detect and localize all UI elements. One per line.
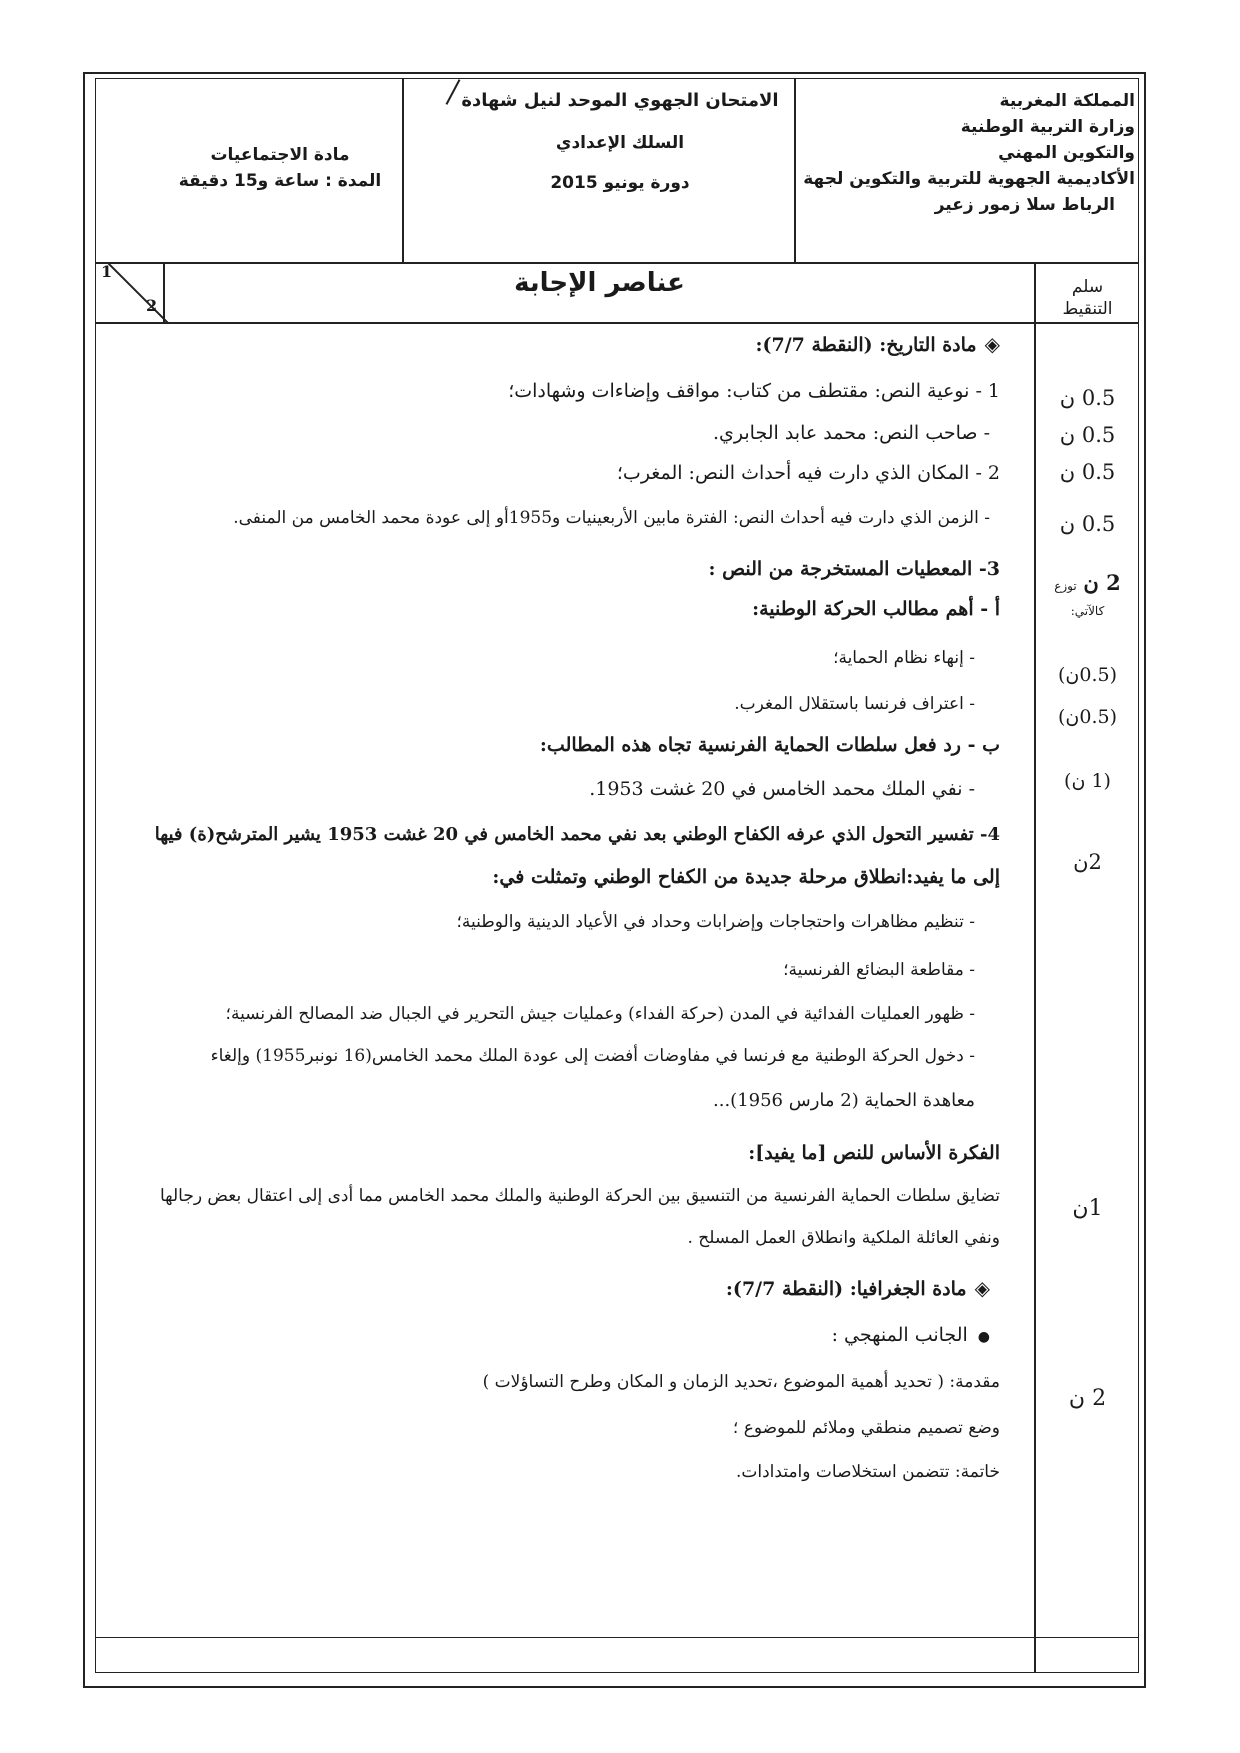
history-q1a: 1 - نوعية النص: مقتطف من كتاب: مواقف وإضاءات وشهادات؛	[508, 380, 1000, 402]
history-q4-line-1: 4- تفسير التحول الذي عرفه الكفاح الوطني بعد نفي محمد الخامس في 20 غشت 1953 يشير المترشح(ة) فيها	[154, 824, 1000, 845]
history-q1b: - صاحب النص: محمد عابد الجابري.	[712, 422, 990, 444]
history-heading-text: مادة التاريخ: (النقطة 7/7):	[755, 334, 977, 356]
history-q3a: أ - أهم مطالب الحركة الوطنية:	[752, 598, 1000, 620]
title-row-bottom-rule	[95, 322, 1139, 324]
score-q2b: 0.5 ن	[1059, 512, 1116, 536]
history-heading	[120, 332, 1000, 356]
subject-name: مادة الاجتماعيات	[210, 145, 350, 165]
history-q4-item-4b: معاهدة الحماية (2 مارس 1956)...	[713, 1090, 975, 1111]
page-index-total: 2	[146, 296, 158, 315]
method-title-text: الجانب المنهجي :	[831, 1324, 968, 1346]
score-q3-note-2: كالآتي:	[1070, 604, 1105, 618]
exam-duration: المدة : ساعة و15 دقيقة	[178, 171, 382, 191]
dot-bullet-icon: ●	[977, 1329, 990, 1345]
score-q3-value: 2 ن	[1083, 570, 1121, 595]
main-idea-line-2: ونفي العائلة الملكية وانطلاق العمل المسلح .	[687, 1228, 1000, 1248]
answers-title: عناصر الإجابة	[514, 268, 685, 298]
ministry-line-2: وزارة التربية الوطنية	[960, 117, 1135, 137]
history-q4-line-2: إلى ما يفيد:انطلاق مرحلة جديدة من الكفاح الوطني وتمثلت في:	[492, 866, 1000, 888]
ministry-block	[805, 88, 1135, 218]
header-divider-1	[402, 78, 404, 263]
exam-session: دورة يونيو 2015	[550, 173, 690, 193]
exam-level: السلك الإعدادي	[555, 133, 685, 153]
geography-conclusion: خاتمة: تتضمن استخلاصات وامتدادات.	[735, 1462, 1000, 1482]
header-divider-2	[794, 78, 796, 263]
diamond-bullet-icon: ◈	[984, 332, 1000, 356]
header-bottom-rule	[95, 262, 1139, 264]
score-q3	[1036, 570, 1139, 595]
history-q3a-item-1: - إنهاء نظام الحماية؛	[833, 648, 975, 668]
answers-bottom-rule	[95, 1637, 1139, 1638]
history-q4-item-4a: - دخول الحركة الوطنية مع فرنسا في مفاوضات أفضت إلى عودة الملك محمد الخامس(16 نونبر1955) وإلغاء	[210, 1046, 975, 1066]
score-q3b-item-1: (1 ن)	[1064, 770, 1111, 792]
score-q1b: 0.5 ن	[1059, 423, 1116, 447]
page-index-current: 1	[101, 262, 113, 281]
ministry-line-1: المملكة المغربية	[999, 91, 1135, 111]
history-q2b: - الزمن الذي دارت فيه أحداث النص: الفترة مابين الأربعينيات و1955أو إلى عودة محمد الخامس من المنفى.	[233, 508, 990, 528]
ministry-line-4: الأكاديمية الجهوية للتربية والتكوين لجهة	[803, 169, 1135, 189]
diamond-bullet-icon: ◈	[974, 1276, 990, 1300]
exam-info-block	[450, 88, 790, 196]
scale-header-line-1: سلم	[1071, 277, 1104, 297]
history-q4-item-1: - تنظيم مظاهرات واحتجاجات وإضرابات وحداد في الأعياد الدينية والوطنية؛	[456, 912, 975, 932]
scale-header	[1036, 276, 1139, 320]
ministry-line-3: والتكوين المهني	[998, 143, 1135, 163]
score-geography-method: 2 ن	[1068, 1386, 1107, 1411]
geography-intro: مقدمة: ( تحديد أهمية الموضوع ،تحديد الزمان و المكان وطرح التساؤلات )	[482, 1372, 1000, 1392]
exam-title: الامتحان الجهوي الموحد لنيل شهادة	[461, 90, 779, 111]
history-q3b-item-1: - نفي الملك محمد الخامس في 20 غشت 1953.	[589, 778, 975, 800]
ministry-line-5: الرباط سلا زمور زعير	[934, 195, 1115, 215]
score-q1a: 0.5 ن	[1059, 386, 1116, 410]
score-main-idea: 1ن	[1072, 1196, 1103, 1221]
subject-block	[175, 142, 385, 194]
method-title	[110, 1324, 990, 1346]
geography-heading	[110, 1276, 990, 1300]
main-idea-line-1: تضايق سلطات الحماية الفرنسية من التنسيق بين الحركة الوطنية والملك محمد الخامس مما أدى إلى اعتقال بعض رجالها	[159, 1186, 1000, 1206]
history-q2a: 2 - المكان الذي دارت فيه أحداث النص: المغرب؛	[616, 462, 1000, 484]
scale-header-line-2: التنقيط	[1062, 299, 1113, 319]
history-q4-item-3: - ظهور العمليات الفدائية في المدن (حركة الفداء) وعمليات جيش التحرير في الجبال ضد المصالح الفرنسية؛	[225, 1004, 975, 1024]
score-q2a: 0.5 ن	[1059, 460, 1116, 484]
main-idea-title: الفكرة الأساس للنص [ما يفيد]:	[748, 1142, 1000, 1164]
geography-plan: وضع تصميم منطقي وملائم للموضوع ؛	[732, 1418, 1000, 1438]
score-q3-note: توزع	[1054, 579, 1077, 593]
history-q4-item-2: - مقاطعة البضائع الفرنسية؛	[783, 960, 975, 980]
score-q3a-item-1: (0.5ن)	[1057, 664, 1117, 686]
history-q3b: ب - رد فعل سلطات الحماية الفرنسية تجاه هذه المطالب:	[539, 734, 1000, 756]
history-q3a-item-2: - اعتراف فرنسا باستقلال المغرب.	[734, 694, 975, 714]
geography-heading-text: مادة الجغرافيا: (النقطة 7/7):	[725, 1278, 967, 1300]
score-q4: 2ن	[1073, 850, 1102, 874]
history-q3: 3- المعطيات المستخرجة من النص :	[708, 558, 1000, 580]
score-q3a-item-2: (0.5ن)	[1057, 706, 1117, 728]
